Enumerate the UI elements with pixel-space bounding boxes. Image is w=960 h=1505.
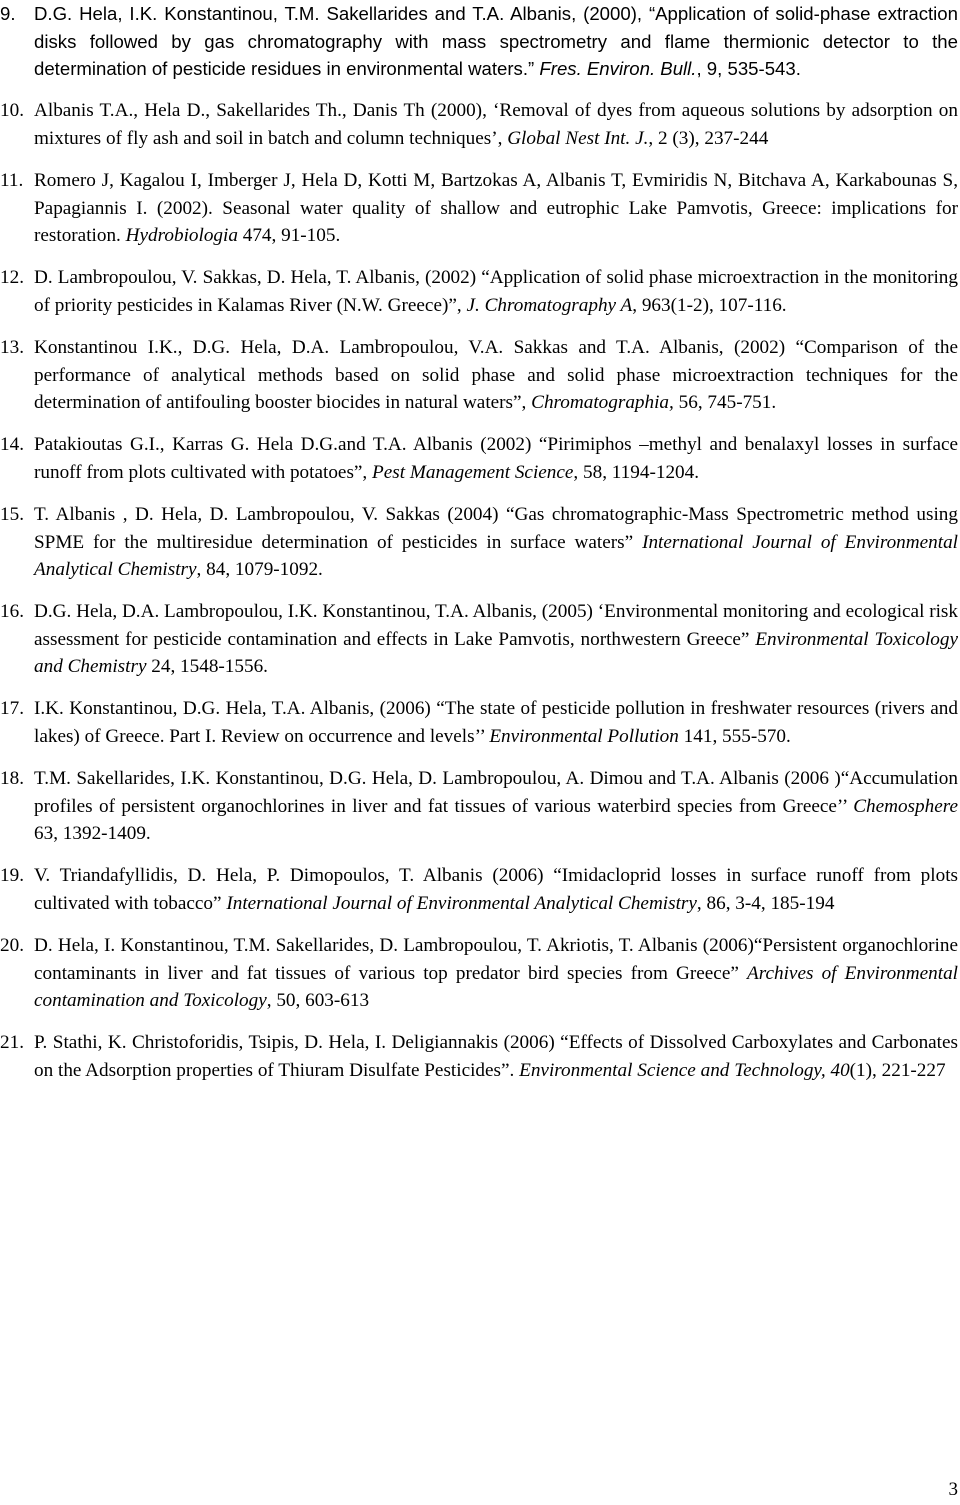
reference-text: Romero J, Kagalou I, Imberger J, Hela D, Kotti M, Bartzokas A, Albanis T, Evmiridis N, Bitchava A, Karkabounas S, Papagiannis I. (2002). Seasonal water quality of shallow and eutrophic Lake Pamvotis, Greece: implications for restoration.	[34, 169, 958, 247]
reference-text: V. Triandafyllidis, D. Hela, P. Dimopoulos, T. Albanis (2006) “Imidacloprid losses in surface runoff from plots cultivated with tobacco”	[34, 865, 958, 915]
reference-text: 141, 555-570.	[678, 726, 791, 748]
reference-number: 11.	[0, 169, 24, 191]
reference-number: 14.	[0, 434, 24, 456]
reference-text: 24, 1548-1556.	[146, 656, 268, 678]
reference-text: T.M. Sakellarides, I.K. Konstantinou, D.G. Hela, D. Lambropoulou, A. Dimou and T.A. Albanis (2006 )“Accumulation profiles of persistent organochlorines in liver and fat tissues of various waterbird species from Greece’’	[34, 768, 958, 817]
reference-text: , 84, 1079-1092.	[196, 559, 323, 581]
reference-item-16	[0, 598, 960, 681]
reference-text: 56, 745-751.	[673, 392, 777, 414]
reference-text: D.G. Hela, D.A. Lambropoulou, I.K. Konstantinou, T.A. Albanis, (2005) ‘Environmental monitoring and ecological risk assessment for pesticide contamination and effects in Lake Pamvotis, northwestern Greece”	[34, 601, 958, 650]
reference-item-10	[0, 97, 960, 152]
page-number: 3	[948, 1479, 958, 1500]
reference-text: , 86, 3-4, 185-194	[696, 893, 835, 915]
reference-item-17	[0, 695, 960, 750]
reference-number: 10.	[0, 100, 24, 122]
reference-text: I.K. Konstantinou, D.G. Hela, T.A. Albanis, (2006) “The state of pesticide pollution in freshwater resources (rivers and lakes) of Greece. Part I. Review on occurrence and levels’’	[34, 698, 958, 748]
journal-name: Environmental Toxicology and Chemistry	[34, 628, 958, 678]
reference-text: , 963(1-2), 107-116.	[632, 294, 787, 316]
reference-item-9	[0, 0, 960, 83]
reference-number: 9.	[0, 3, 16, 24]
journal-name: J. Chromatography A	[466, 294, 633, 316]
journal-name: Archives of Environmental contamination and Toxicology	[34, 962, 958, 1012]
reference-text: , 58, 1194-1204.	[573, 461, 700, 483]
reference-item-11	[0, 167, 960, 250]
reference-text: D. Lambropoulou, V. Sakkas, D. Hela, T. Albanis, (2002) “Application of solid phase microextraction in the monitoring of priority pesticides in Kalamas River (N.W. Greece)”,	[34, 267, 958, 316]
reference-number: 16.	[0, 601, 24, 623]
journal-name: Environmental Pollution	[489, 726, 679, 748]
reference-item-18	[0, 765, 960, 848]
reference-text: Konstantinou I.K., D.G. Hela, D.A. Lambropoulou, V.A. Sakkas and T.A. Albanis, (2002) “Comparison of the performance of analytical methods based on solid phase and solid phase microextraction techniques for the determination of antifouling booster biocides in natural waters”,	[34, 336, 958, 414]
reference-item-15	[0, 501, 960, 584]
reference-number: 21.	[0, 1032, 24, 1054]
reference-text: 474, 91-105.	[237, 225, 341, 247]
reference-number: 12.	[0, 267, 24, 289]
journal-name: Environmental Science and Technology, 40	[519, 1060, 850, 1081]
journal-name: Fres. Environ. Bull.	[539, 58, 697, 80]
reference-item-20	[0, 932, 960, 1015]
journal-name: Chemosphere	[853, 795, 958, 817]
reference-number: 13.	[0, 336, 24, 358]
reference-number: 19.	[0, 865, 24, 887]
reference-text: 63, 1392-1409.	[34, 823, 151, 845]
reference-text: D. Hela, I. Konstantinou, T.M. Sakellarides, D. Lambropoulou, T. Akriotis, T. Albanis (2006)“Persistent organochlorine contaminants in liver and fat tissues of various top predator bird species from Greece”	[34, 935, 958, 984]
reference-item-13	[0, 334, 960, 417]
journal-name: Chromatographia,	[531, 392, 674, 414]
reference-text: , 2 (3), 237-244	[648, 127, 769, 149]
reference-item-19	[0, 862, 960, 917]
reference-number: 18.	[0, 768, 24, 790]
journal-name: Pest Management Science	[372, 461, 574, 483]
reference-item-14	[0, 431, 960, 486]
journal-name: Global Nest Int. J.	[507, 127, 649, 149]
reference-number: 17.	[0, 698, 24, 720]
reference-text: Patakioutas G.I., Karras G. Hela D.G.and T.A. Albanis (2002) “Pirimiphos –methyl and benalaxyl losses in surface runoff from plots cultivated with potatoes”,	[34, 434, 958, 483]
reference-text: (1), 221-227	[849, 1060, 946, 1081]
reference-text: P. Stathi, K. Christoforidis, Tsipis, D. Hela, I. Deligiannakis (2006) “Effects of Dissolved Carboxylates and Carbonates on the Adsorption properties of Thiuram Disulfate Pesticides”.	[34, 1032, 958, 1081]
reference-text: T. Albanis , D. Hela, D. Lambropoulou, V. Sakkas (2004) “Gas chromatographic-Mass Spectrometric method using SPME for the multiresidue determination of pesticides in surface waters”	[34, 503, 958, 553]
reference-text: , 9, 535-543.	[696, 58, 801, 80]
reference-text: D.G. Hela, I.K. Konstantinou, T.M. Sakellarides and T.A. Albanis, (2000), “Application of solid-phase extraction disks followed by gas chromatography with mass spectrometry and flame thermionic detector to the determination of pesticide residues in environmental waters.”	[34, 3, 958, 80]
reference-number: 15.	[0, 503, 24, 525]
reference-item-21	[0, 1029, 960, 1084]
reference-text: Albanis T.A., Hela D., Sakellarides Th., Danis Th (2000), ‘Removal of dyes from aqueous solutions by adsorption on mixtures of fly ash and soil in batch and column techniques’,	[34, 100, 958, 149]
reference-item-12	[0, 264, 960, 319]
journal-name: Hydrobiologia	[125, 225, 238, 247]
reference-text: , 50, 603-613	[266, 990, 370, 1012]
journal-name: International Journal of Environmental Analytical Chemistry	[226, 893, 697, 915]
reference-number: 20.	[0, 935, 24, 957]
journal-name: International Journal of Environmental Analytical Chemistry	[34, 531, 958, 581]
